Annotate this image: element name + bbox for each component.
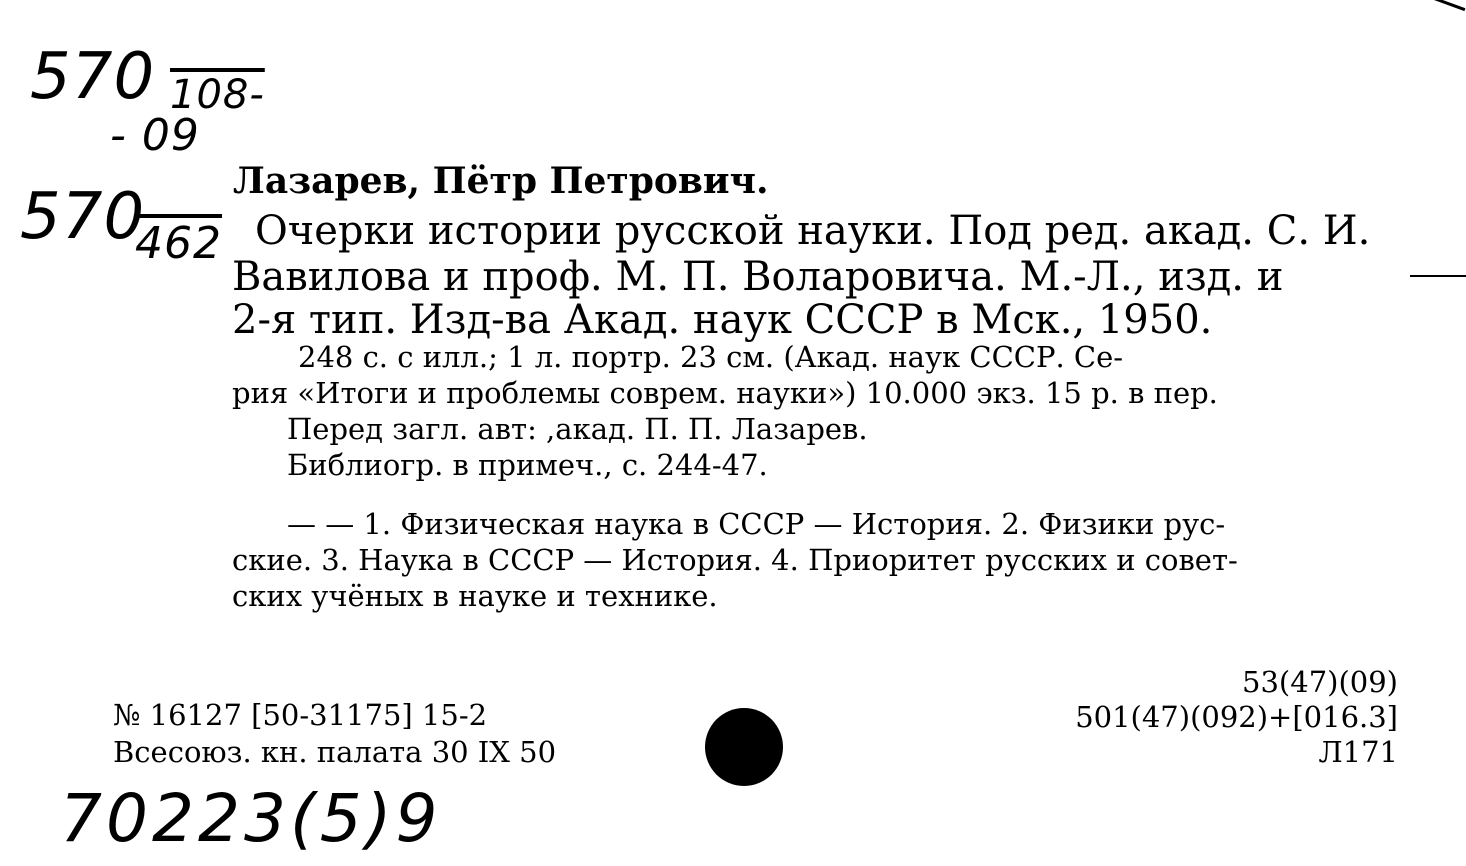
punch-hole [705,708,783,786]
tracing-line-2: ские. 3. Наука в СССР — История. 4. Приоритет русских и совет- [232,543,1238,577]
edge-mark [1431,0,1466,11]
author-heading: Лазарев, Пётр Петрович. [233,160,769,202]
classification-1: 53(47)(09) [1242,665,1398,699]
shelf-mark-1-number: 570 [30,40,156,114]
publisher-stamp: Всесоюз. кн. палата 30 IX 50 [113,735,557,769]
title-line-3: 2-я тип. Изд-ва Акад. наук СССР в Мск., 1950. [232,297,1213,343]
shelf-mark-2-fraction: 462 [135,218,222,269]
classification-2: 501(47)(092)+[016.3] [1075,700,1398,734]
handwritten-shelf-mark-2 [20,180,222,269]
note-line-1: Перед загл. авт: ,акад. П. П. Лазарев. [287,412,868,446]
author-mark: Л171 [1318,735,1398,769]
handwritten-shelf-mark-1 [30,40,265,118]
handwritten-shelf-mark-1-cont: - 09 [110,110,200,161]
card-number: № 16127 [50-31175] 15-2 [113,698,488,732]
shelf-mark-1-fraction: 108- [170,72,265,118]
shelf-mark-2-number: 570 [20,180,146,254]
collation-line-2: рия «Итоги и проблемы соврем. науки») 10.000 экз. 15 р. в пер. [232,376,1218,410]
note-line-2: Библиогр. в примеч., с. 244-47. [287,448,768,482]
title-line-1: Очерки истории русской науки. Под ред. акад. С. И. [255,208,1371,254]
collation-line-1: 248 с. с илл.; 1 л. портр. 23 см. (Акад. наук СССР. Се- [298,340,1124,374]
handwritten-inventory-number: 70223(5)9 [60,780,442,857]
title-line-2: Вавилова и проф. М. П. Воларовича. М.-Л., изд. и [232,254,1284,300]
tracing-line-1: — — 1. Физическая наука в СССР — История. 2. Физики рус- [287,507,1226,541]
edge-mark [1410,275,1466,277]
tracing-line-3: ских учёных в науке и технике. [232,579,718,613]
